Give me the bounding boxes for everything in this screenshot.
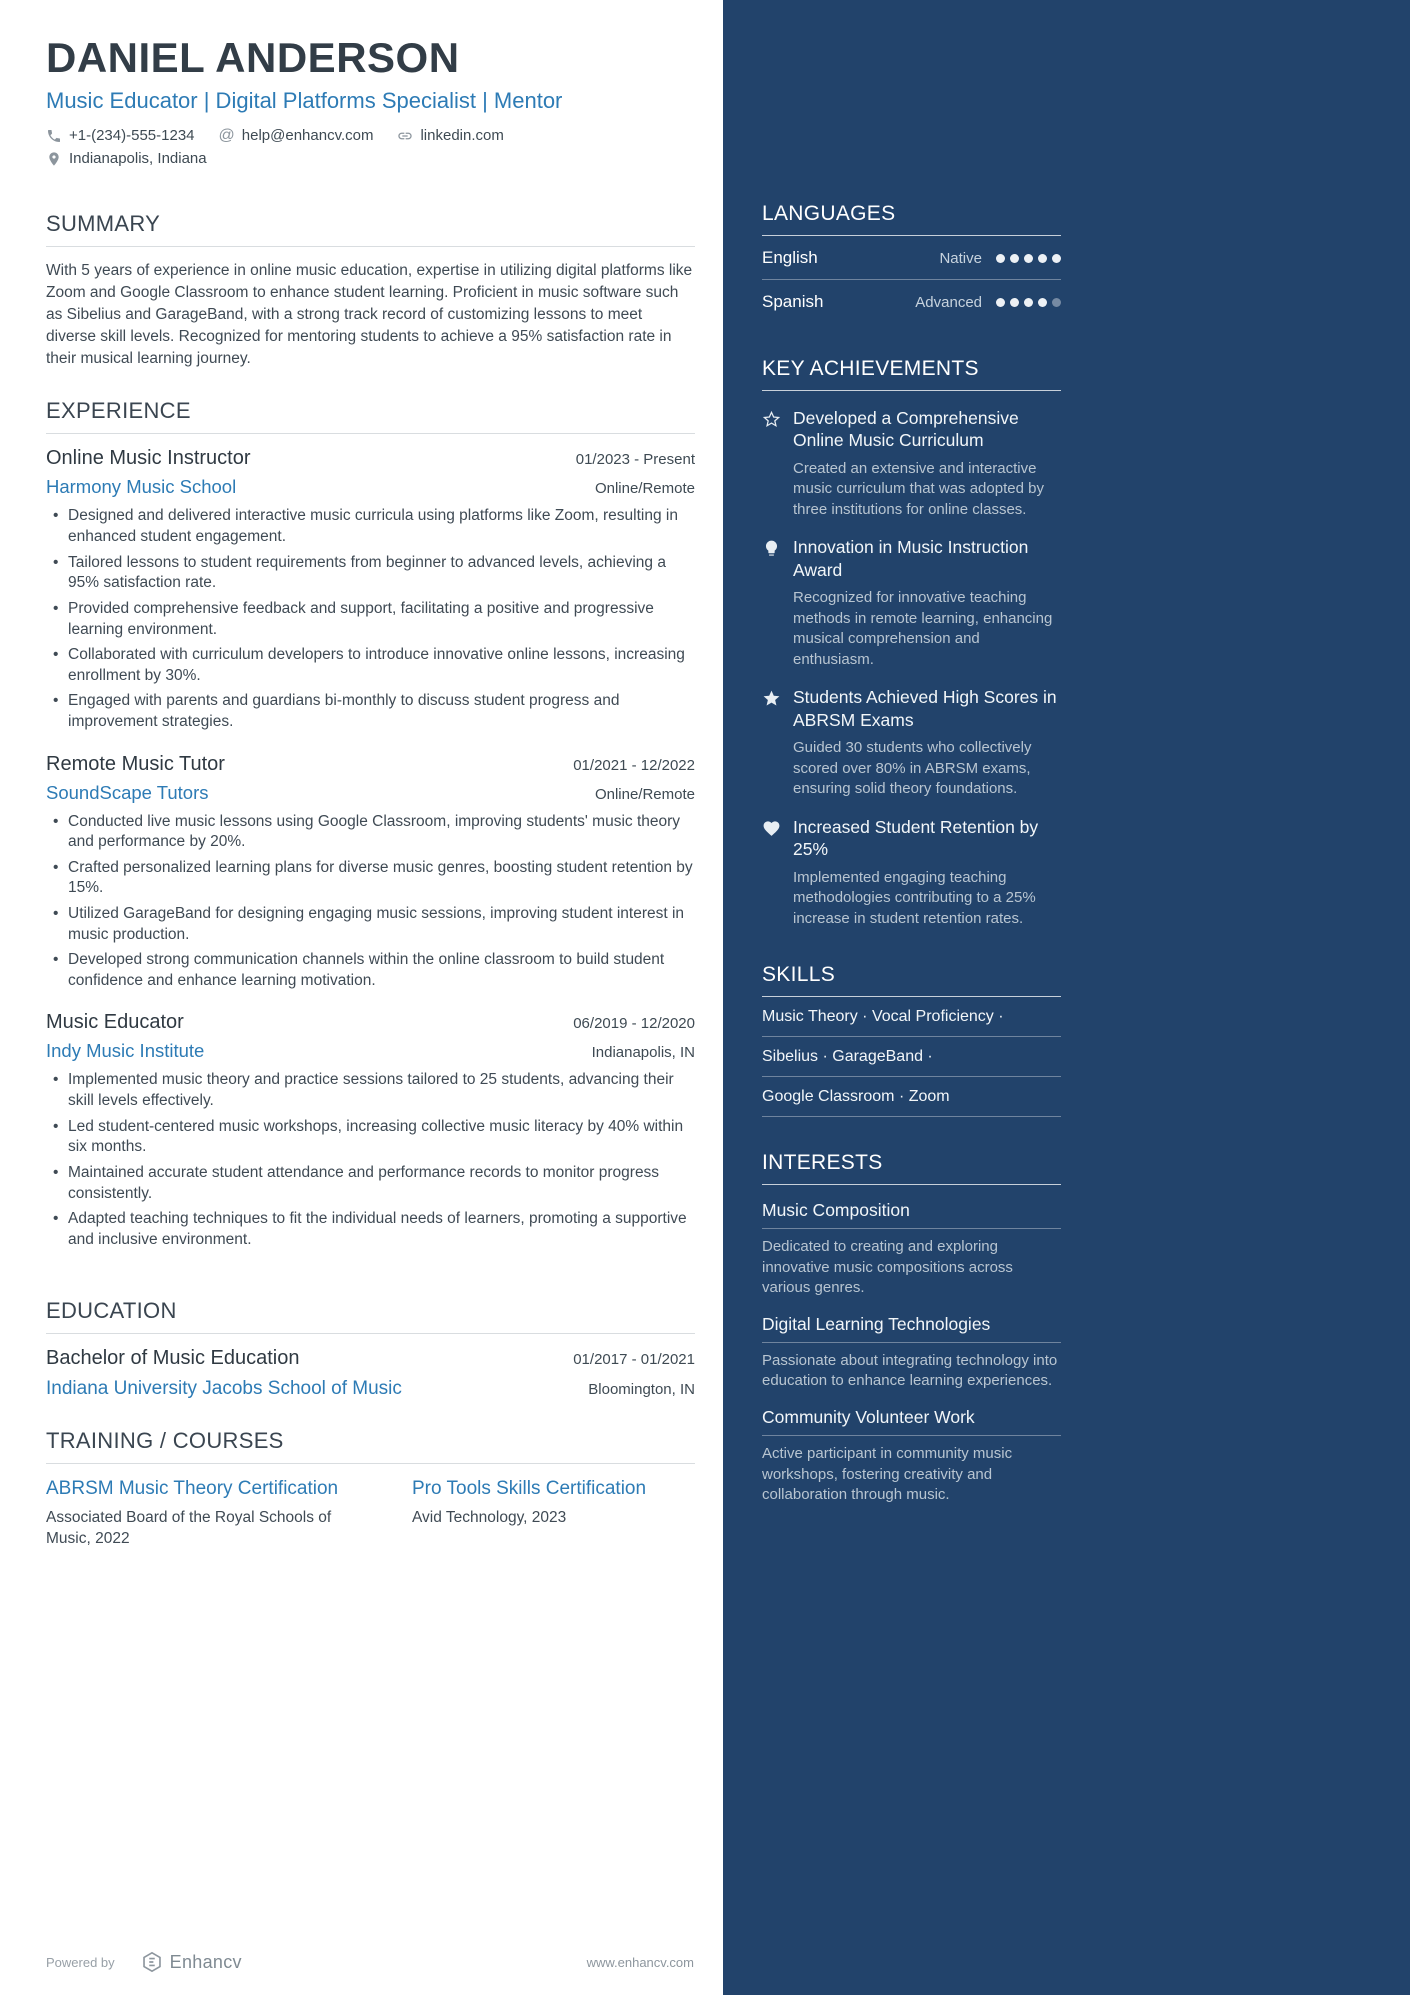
job-title: Online Music Instructor — [46, 447, 251, 470]
languages-heading: LANGUAGES — [762, 202, 1061, 236]
location-text: Indianapolis, Indiana — [69, 150, 207, 168]
level-dot — [996, 298, 1005, 307]
achievement-title: Innovation in Music Instruction Award — [793, 537, 1029, 580]
degree: Bachelor of Music Education — [46, 1347, 300, 1370]
summary-heading: SUMMARY — [46, 211, 695, 247]
achievement-item — [762, 816, 1061, 929]
website-url: linkedin.com — [420, 127, 504, 145]
level-dot — [996, 254, 1005, 263]
star-icon — [762, 686, 781, 799]
job-bullet: • Engaged with parents and guardians bi-monthly to discuss student progress and improvement strategies. — [46, 691, 695, 732]
course-provider: Avid Technology, 2023 — [412, 1509, 567, 1527]
interest-item — [762, 1314, 1061, 1392]
job-company: SoundScape Tutors — [46, 781, 209, 803]
skill-line: Music Theory · Vocal Proficiency · — [762, 997, 1061, 1037]
achievement-description: Implemented engaging teaching methodologies contributing to a 25% increase in student retention rates. — [793, 868, 1036, 927]
phone-contact[interactable] — [46, 127, 195, 144]
level-dot — [1038, 254, 1047, 263]
phone-number: +1-(234)-555-1234 — [69, 127, 195, 145]
job-entry — [46, 753, 695, 992]
email-address: help@enhancv.com — [241, 127, 374, 145]
job-bullet: • Implemented music theory and practice sessions tailored to 25 students, advancing their skill levels effectively. — [46, 1070, 695, 1111]
candidate-name: DANIEL ANDERSON — [46, 34, 460, 81]
sidebar — [723, 0, 1410, 1995]
award-star-icon — [762, 407, 781, 520]
enhancv-url[interactable]: www.enhancv.com — [586, 1954, 694, 1970]
course-provider: Associated Board of the Royal Schools of Music, 2022 — [46, 1509, 332, 1547]
location-pin-icon — [46, 151, 62, 167]
job-dates: 01/2023 - Present — [575, 451, 695, 469]
job-entry — [46, 1011, 695, 1250]
job-dates: 01/2021 - 12/2022 — [573, 756, 695, 774]
job-bullet: • Provided comprehensive feedback and support, facilitating a positive and progressive learning environment. — [46, 599, 695, 640]
interest-item — [762, 1200, 1061, 1299]
school: Indiana University Jacobs School of Music — [46, 1378, 402, 1400]
job-location: Online/Remote — [594, 480, 695, 498]
course-entry — [46, 1477, 376, 1550]
job-bullet-list — [46, 1070, 695, 1250]
at-icon: @ — [218, 126, 235, 144]
phone-icon — [46, 128, 62, 144]
lightbulb-icon — [762, 536, 781, 670]
education-location: Bloomington, IN — [588, 1381, 695, 1399]
job-title: Music Educator — [46, 1011, 184, 1034]
job-bullet-list — [46, 812, 695, 992]
language-level-dots — [996, 298, 1061, 307]
course-title: ABRSM Music Theory Certification — [46, 1478, 339, 1500]
level-dot — [1038, 298, 1047, 307]
job-bullet: • Designed and delivered interactive music curricula using platforms like Zoom, resulting in enhanced student engagement. — [46, 506, 695, 547]
job-bullet: • Maintained accurate student attendance and performance records to monitor progress consistently. — [46, 1163, 695, 1204]
achievement-description: Recognized for innovative teaching methods in remote learning, enhancing musical comprehension and enthusiasm. — [793, 589, 1053, 668]
email-contact[interactable] — [219, 127, 374, 144]
link-icon — [397, 128, 413, 144]
training-heading: TRAINING / COURSES — [46, 1428, 695, 1464]
interest-description: Active participant in community music workshops, fostering creativity and collaboration through music. — [762, 1444, 1013, 1504]
job-entry — [46, 447, 695, 732]
job-bullet: • Adapted teaching techniques to fit the individual needs of learners, promoting a supportive and inclusive environment. — [46, 1209, 695, 1250]
level-dot — [1024, 298, 1033, 307]
job-dates: 06/2019 - 12/2020 — [573, 1015, 695, 1033]
website-contact[interactable] — [397, 127, 503, 144]
language-row — [762, 236, 1061, 280]
skills-heading: SKILLS — [762, 963, 1061, 997]
interest-title: Digital Learning Technologies — [762, 1314, 1061, 1343]
job-location: Indianapolis, IN — [591, 1044, 695, 1062]
resume-header — [46, 36, 695, 173]
section-interests — [762, 1151, 1061, 1505]
section-training — [46, 1428, 695, 1550]
section-skills — [762, 963, 1061, 1117]
job-bullet: • Crafted personalized learning plans for diverse music genres, boosting student retention by 15%. — [46, 858, 695, 899]
job-company: Harmony Music School — [46, 476, 237, 498]
education-heading: EDUCATION — [46, 1298, 695, 1334]
interests-heading: INTERESTS — [762, 1151, 1061, 1185]
job-title: Remote Music Tutor — [46, 752, 225, 775]
achievement-title: Students Achieved High Scores in ABRSM Exams — [793, 687, 1057, 730]
section-summary — [46, 211, 695, 370]
interest-item — [762, 1407, 1061, 1506]
experience-heading: EXPERIENCE — [46, 398, 695, 434]
job-bullet: • Led student-centered music workshops, increasing collective music literacy by 40% within six months. — [46, 1117, 695, 1158]
page-footer — [46, 1951, 694, 1973]
level-dot — [1024, 254, 1033, 263]
skill-line: Google Classroom · Zoom — [762, 1077, 1061, 1117]
achievement-description: Created an extensive and interactive music curriculum that was adopted by three institutions for online classes. — [793, 459, 1044, 518]
section-education — [46, 1298, 695, 1400]
level-dot — [1010, 254, 1019, 263]
summary-text: With 5 years of experience in online music education, expertise in utilizing digital platforms like Zoom and Google Classroom to enhance student learning. Proficient in music software such as Sibelius and GarageBand, with a strong track record of customizing lessons to meet diverse skill levels. Recognized for mentoring students to achieve a 95% satisfaction rate in their musical learning journey. — [46, 262, 693, 368]
skill-line: Sibelius · GarageBand · — [762, 1037, 1061, 1077]
enhancv-logo-icon — [141, 1951, 163, 1973]
level-dot — [1010, 298, 1019, 307]
achievement-item — [762, 686, 1061, 799]
enhancv-brand — [141, 1951, 242, 1973]
language-level: Native — [939, 249, 982, 267]
section-languages — [762, 202, 1061, 323]
achievement-item — [762, 536, 1061, 670]
achievement-description: Guided 30 students who collectively scored over 80% in ABRSM exams, ensuring solid theory foundations. — [793, 739, 1032, 798]
language-level: Advanced — [915, 293, 982, 311]
headline: Music Educator | Digital Platforms Specialist | Mentor — [46, 88, 563, 114]
course-title: Pro Tools Skills Certification — [412, 1478, 647, 1500]
job-location: Online/Remote — [594, 785, 695, 803]
interest-title: Community Volunteer Work — [762, 1407, 1061, 1436]
section-achievements — [762, 357, 1061, 929]
enhancv-wordmark: Enhancv — [169, 1951, 242, 1972]
education-dates: 01/2017 - 01/2021 — [573, 1351, 695, 1369]
achievement-item — [762, 407, 1061, 520]
location-item — [46, 150, 207, 167]
job-company: Indy Music Institute — [46, 1040, 205, 1062]
section-experience — [46, 398, 695, 1270]
job-bullet: • Collaborated with curriculum developers to introduce innovative online lessons, increasing enrollment by 30%. — [46, 645, 695, 686]
level-dot — [1052, 254, 1061, 263]
job-bullet: • Developed strong communication channels within the online classroom to build student confidence and enhance learning motivation. — [46, 950, 695, 991]
contact-info — [46, 127, 695, 167]
job-bullet-list — [46, 506, 695, 732]
achievements-heading: KEY ACHIEVEMENTS — [762, 357, 1061, 391]
powered-by-label: Powered by — [46, 1954, 115, 1970]
job-bullet: • Tailored lessons to student requirements from beginner to advanced levels, achieving a 95% satisfaction rate. — [46, 553, 695, 594]
language-row — [762, 280, 1061, 323]
interest-description: Passionate about integrating technology into education to enhance learning experiences. — [762, 1351, 1058, 1390]
course-entry — [412, 1477, 712, 1550]
achievement-title: Developed a Comprehensive Online Music Curriculum — [793, 408, 1019, 451]
job-bullet: • Utilized GarageBand for designing engaging music sessions, improving student interest in music production. — [46, 904, 695, 945]
language-name: Spanish — [762, 292, 824, 311]
language-name: English — [762, 248, 818, 267]
interest-description: Dedicated to creating and exploring innovative music compositions across various genres. — [762, 1238, 1013, 1297]
level-dot — [1052, 298, 1061, 307]
achievement-title: Increased Student Retention by 25% — [793, 816, 1039, 860]
language-level-dots — [996, 254, 1061, 263]
job-bullet: • Conducted live music lessons using Google Classroom, improving students' music theory and performance by 20%. — [46, 812, 695, 853]
interest-title: Music Composition — [762, 1200, 1061, 1229]
heart-icon — [762, 816, 781, 929]
